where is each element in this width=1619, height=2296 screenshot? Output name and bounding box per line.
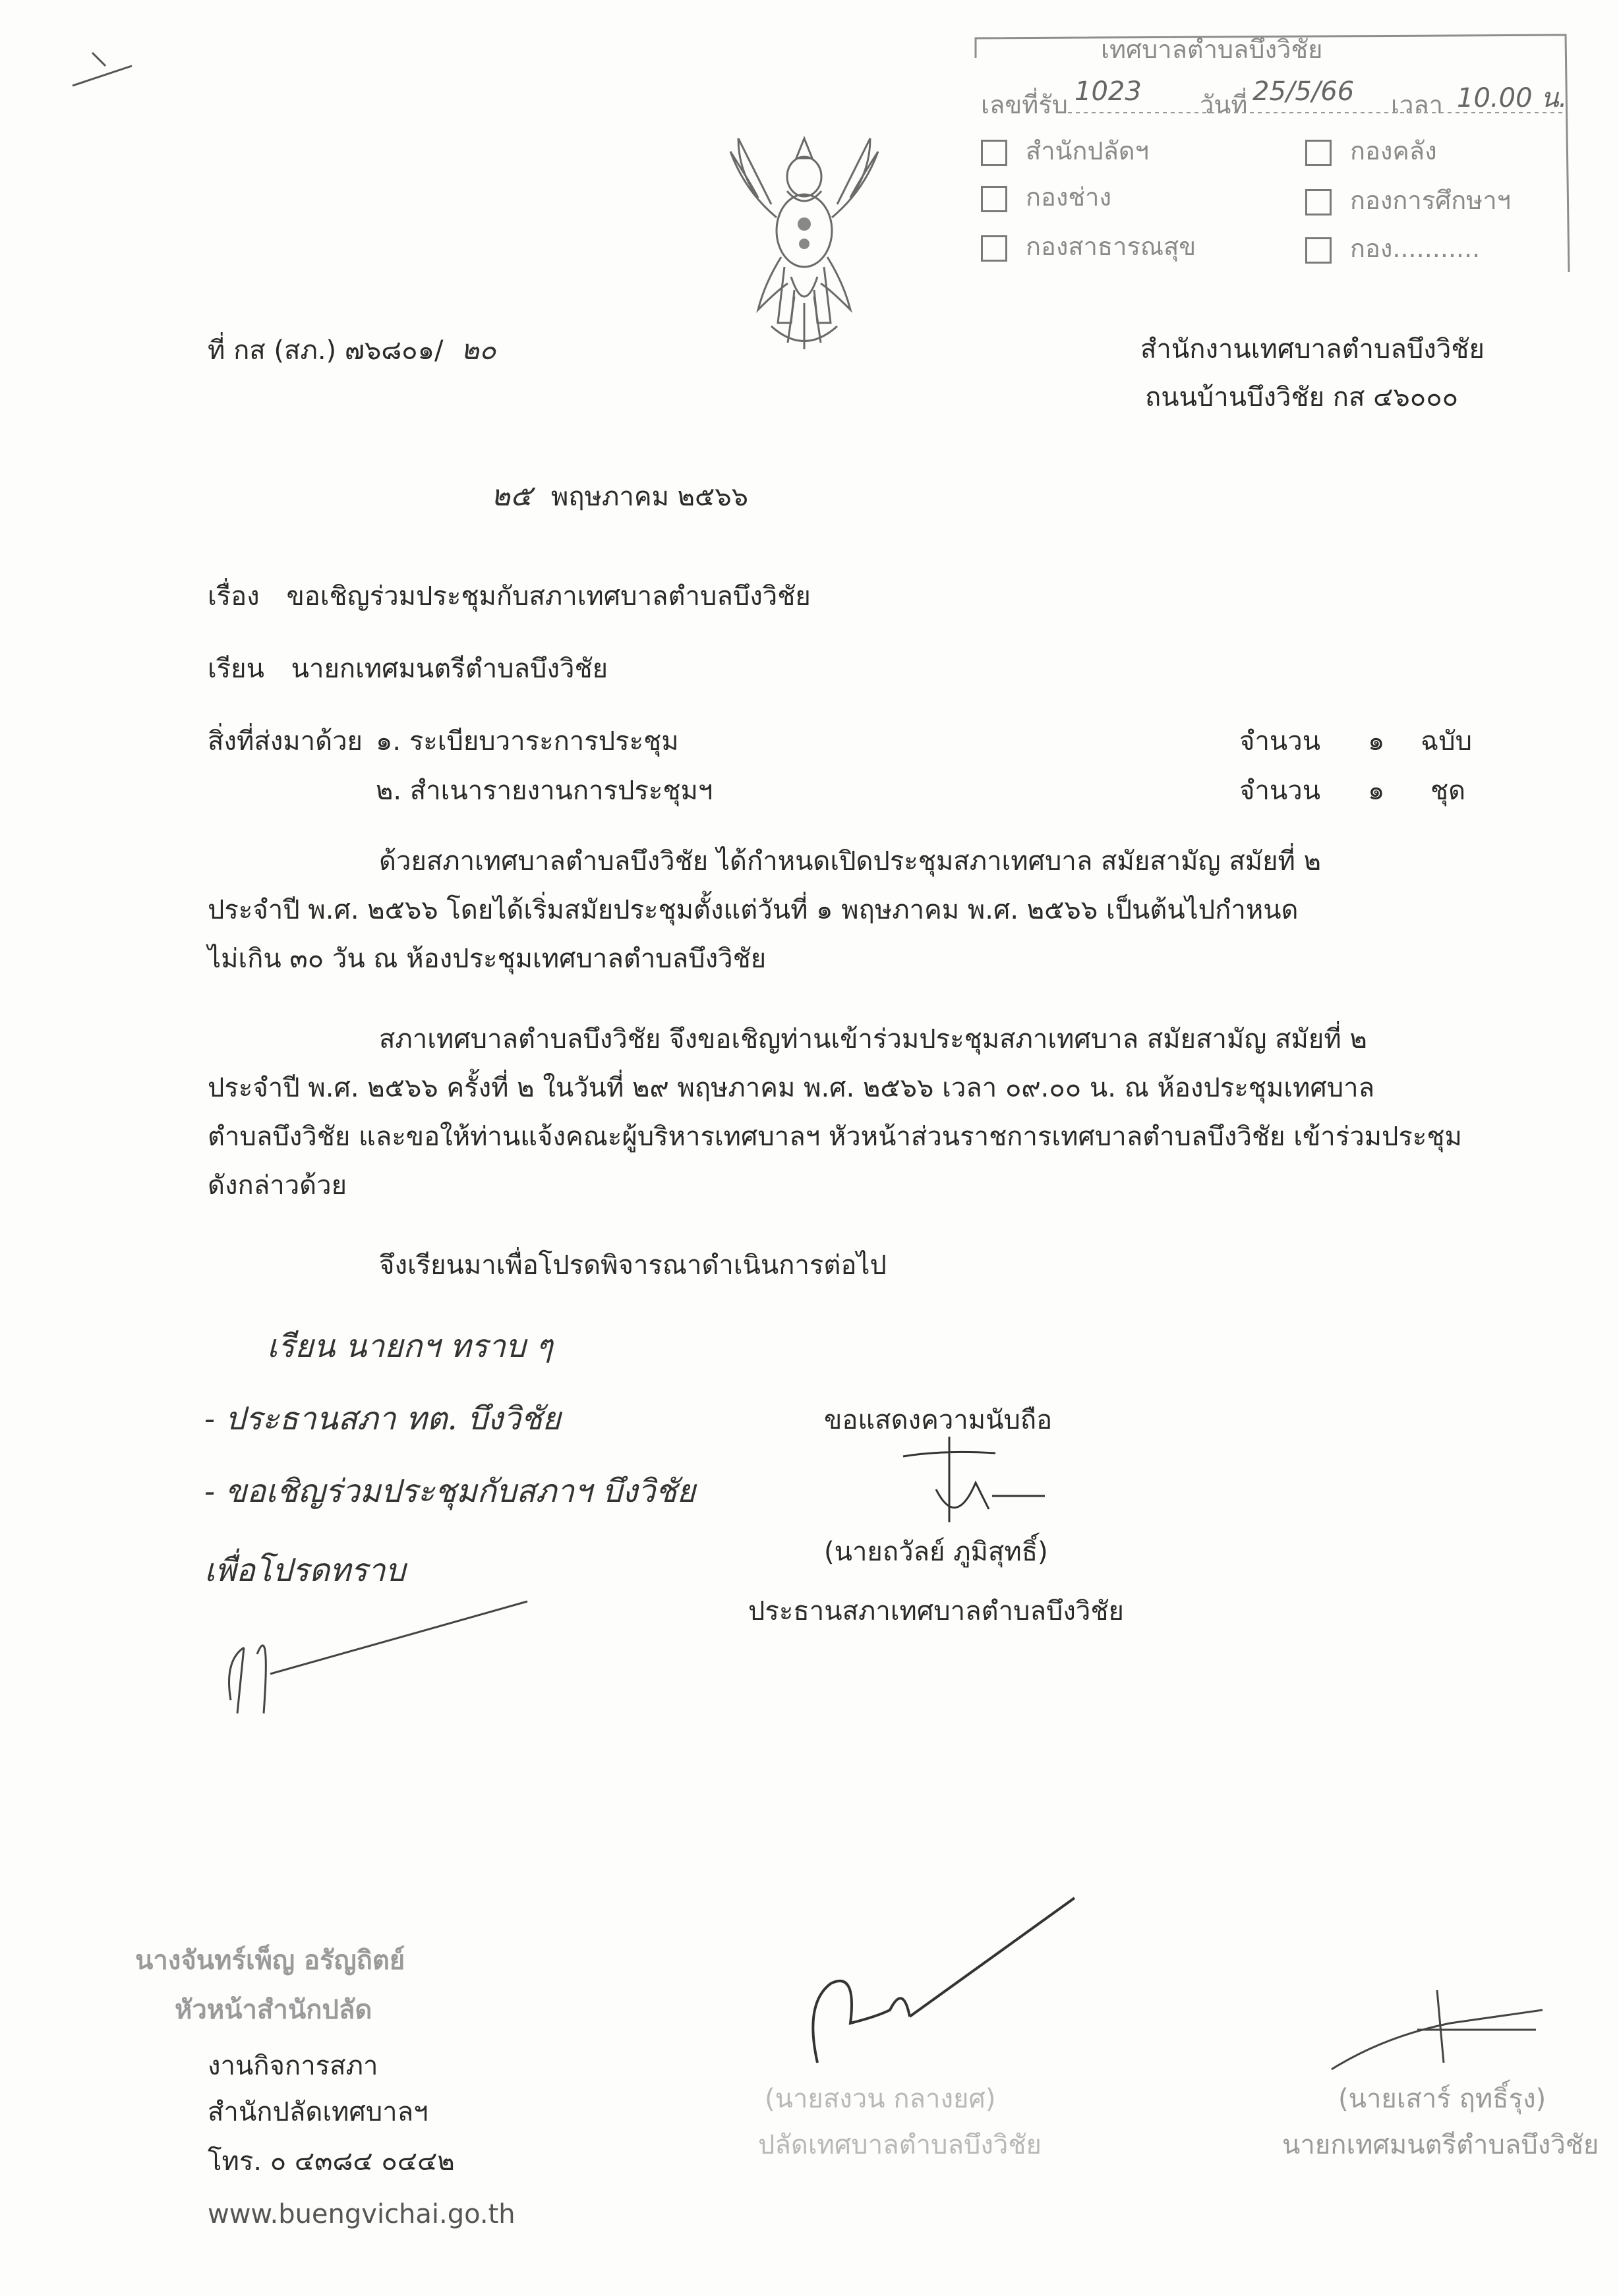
stamp-check-3: กองช่าง bbox=[981, 177, 1111, 217]
stamp-underline bbox=[1068, 111, 1562, 115]
mayor-position: นายกเทศมนตรีตำบลบึงวิชัย bbox=[1282, 2130, 1599, 2160]
enclosure-qty-label-2: จำนวน bbox=[1239, 776, 1321, 806]
enclosure-qty-1: ๑ bbox=[1368, 726, 1385, 757]
closing-text: ขอแสดงความนับถือ bbox=[824, 1405, 1053, 1435]
footer-website[interactable]: www.buengvichai.go.th bbox=[208, 2199, 515, 2229]
stamp-org: เทศบาลตำบลบึงวิชัย bbox=[1101, 35, 1323, 64]
office-address-line2: ถนนบ้านบึงวิชัย กส ๔๖๐๐๐ bbox=[1145, 382, 1459, 413]
letter-date-hand: ๒๕ bbox=[491, 479, 533, 513]
stamp-check-1: สำนักปลัดฯ bbox=[981, 130, 1149, 171]
enclosure-qty-label-1: จำนวน bbox=[1239, 726, 1321, 757]
enclosure-unit-1: ฉบับ bbox=[1421, 726, 1473, 757]
checkbox-icon bbox=[981, 186, 1007, 212]
body-paragraph-1: ด้วยสภาเทศบาลตำบลบึงวิชัย ได้กำหนดเปิดประชุมสภาเทศบาล สมัยสามัญ สมัยที่ ๒ ประจำปี พ.ศ. ๒๕๖๖ โดยได้เริ่มสมัยประชุมตั้งแต่วันที่ ๑ พฤษภาคม พ.ศ. ๒๕๖๖ เป็นต้นไปกำหนด ไม่เกิน ๓๐ วัน ณ ห้องประชุมเทศบาลตำบลบึงวิชัย bbox=[208, 846, 1321, 974]
to-text: นายกเทศมนตรีตำบลบึงวิชัย bbox=[291, 654, 608, 684]
stamp-time-label: เวลา bbox=[1391, 90, 1443, 119]
stamp-check-6: กอง........... bbox=[1305, 228, 1480, 268]
receive-stamp bbox=[969, 18, 1575, 275]
checkbox-icon bbox=[981, 235, 1007, 262]
pen-mark bbox=[66, 46, 145, 99]
footer-tel: โทร. ๐ ๔๓๘๔ ๐๔๔๒ bbox=[208, 2146, 455, 2177]
stamp-date: 25/5/66 bbox=[1252, 76, 1355, 107]
mayor-signature bbox=[1318, 1984, 1556, 2082]
clerk-name: (นายสงวน กลางยศ) bbox=[765, 2084, 996, 2114]
footer-office: สำนักปลัดเทศบาลฯ bbox=[208, 2097, 428, 2127]
enclosure-qty-2: ๑ bbox=[1368, 776, 1385, 806]
mayor-name: (นายเสาร์ ฤทธิ์รุง) bbox=[1338, 2084, 1546, 2114]
garuda-emblem-icon bbox=[719, 125, 890, 362]
office-address-line1: สำนักงานเทศบาลตำบลบึงวิชัย bbox=[1140, 334, 1485, 364]
handnote-signature bbox=[218, 1582, 534, 1733]
body-paragraph-3: จึงเรียนมาเพื่อโปรดพิจารณาดำเนินการต่อไป bbox=[379, 1250, 887, 1280]
checkbox-icon bbox=[1305, 189, 1332, 215]
stamp-check-5: กองสาธารณสุข bbox=[981, 226, 1196, 266]
stamp-receive-label: เลขที่รับ bbox=[981, 90, 1068, 119]
clerk-signature bbox=[778, 1885, 1081, 2082]
stamp-position-left: หัวหน้าสำนักปลัด bbox=[175, 1995, 372, 2025]
to-label: เรียน bbox=[208, 654, 264, 684]
stamp-receive-no: 1023 bbox=[1074, 76, 1142, 107]
stamp-date-label: วันที่ bbox=[1200, 90, 1248, 119]
handnote-line1: เรียน นายกฯ ทราบ ๆ bbox=[267, 1328, 553, 1365]
stamp-check-4: กองการศึกษาฯ bbox=[1305, 180, 1511, 220]
enclosure-label: สิ่งที่ส่งมาด้วย bbox=[208, 726, 363, 757]
signer-position: ประธานสภาเทศบาลตำบลบึงวิชัย bbox=[748, 1596, 1124, 1626]
ref-number: ที่ กส (สภ.) ๗๖๘๐๑/ ๒๐ bbox=[208, 333, 496, 366]
chairman-signature bbox=[877, 1430, 1048, 1535]
handnote-line3: - ขอเชิญร่วมประชุมกับสภาฯ บึงวิชัย bbox=[204, 1473, 695, 1510]
enclosure-item-1: ๑. ระเบียบวาระการประชุม bbox=[376, 726, 679, 757]
to-line bbox=[208, 652, 608, 685]
signer-name: (นายถวัลย์ ภูมิสุทธิ์) bbox=[824, 1537, 1048, 1567]
stamp-name-left: นางจันทร์เพ็ญ อรัญถิตย์ bbox=[135, 1945, 405, 1976]
subject-text: ขอเชิญร่วมประชุมกับสภาเทศบาลตำบลบึงวิชัย bbox=[286, 581, 811, 612]
ref-number-hand: ๒๐ bbox=[461, 333, 496, 366]
letter-date: ๒๕ พฤษภาคม ๒๕๖๖ bbox=[491, 479, 749, 513]
subject-label: เรื่อง bbox=[208, 581, 260, 612]
enclosure-item-2: ๒. สำเนารายงานการประชุมฯ bbox=[376, 776, 713, 806]
clerk-position: ปลัดเทศบาลตำบลบึงวิชัย bbox=[758, 2130, 1042, 2160]
checkbox-icon bbox=[981, 140, 1007, 166]
subject-line bbox=[208, 580, 811, 613]
checkbox-icon bbox=[1305, 140, 1332, 166]
handnote-line4: เพื่อโปรดทราบ bbox=[204, 1552, 405, 1589]
handnote-line2: - ประธานสภา ทต. บึงวิชัย bbox=[204, 1400, 561, 1437]
stamp-check-2: กองคลัง bbox=[1305, 130, 1437, 171]
checkbox-icon bbox=[1305, 237, 1332, 264]
body-paragraph-2: สภาเทศบาลตำบลบึงวิชัย จึงขอเชิญท่านเข้าร่วมประชุมสภาเทศบาล สมัยสามัญ สมัยที่ ๒ ประจำปี พ.ศ. ๒๕๖๖ ครั้งที่ ๒ ในวันที่ ๒๙ พฤษภาคม พ.ศ. ๒๕๖๖ เวลา ๐๙.๐๐ น. ณ ห้องประชุมเทศบาล ตำบลบึงวิชัย และขอให้ท่านแจ้งคณะผู้บริหารเทศบาลฯ หัวหน้าส่วนราชการเทศบาลตำบลบึงวิชัย เข้าร่วมประชุม ดังกล่าวด้วย bbox=[208, 1024, 1462, 1201]
stamp-time: 10.00 น. bbox=[1457, 83, 1568, 113]
enclosure-unit-2: ชุด bbox=[1430, 776, 1466, 806]
footer-dept: งานกิจการสภา bbox=[208, 2051, 378, 2081]
